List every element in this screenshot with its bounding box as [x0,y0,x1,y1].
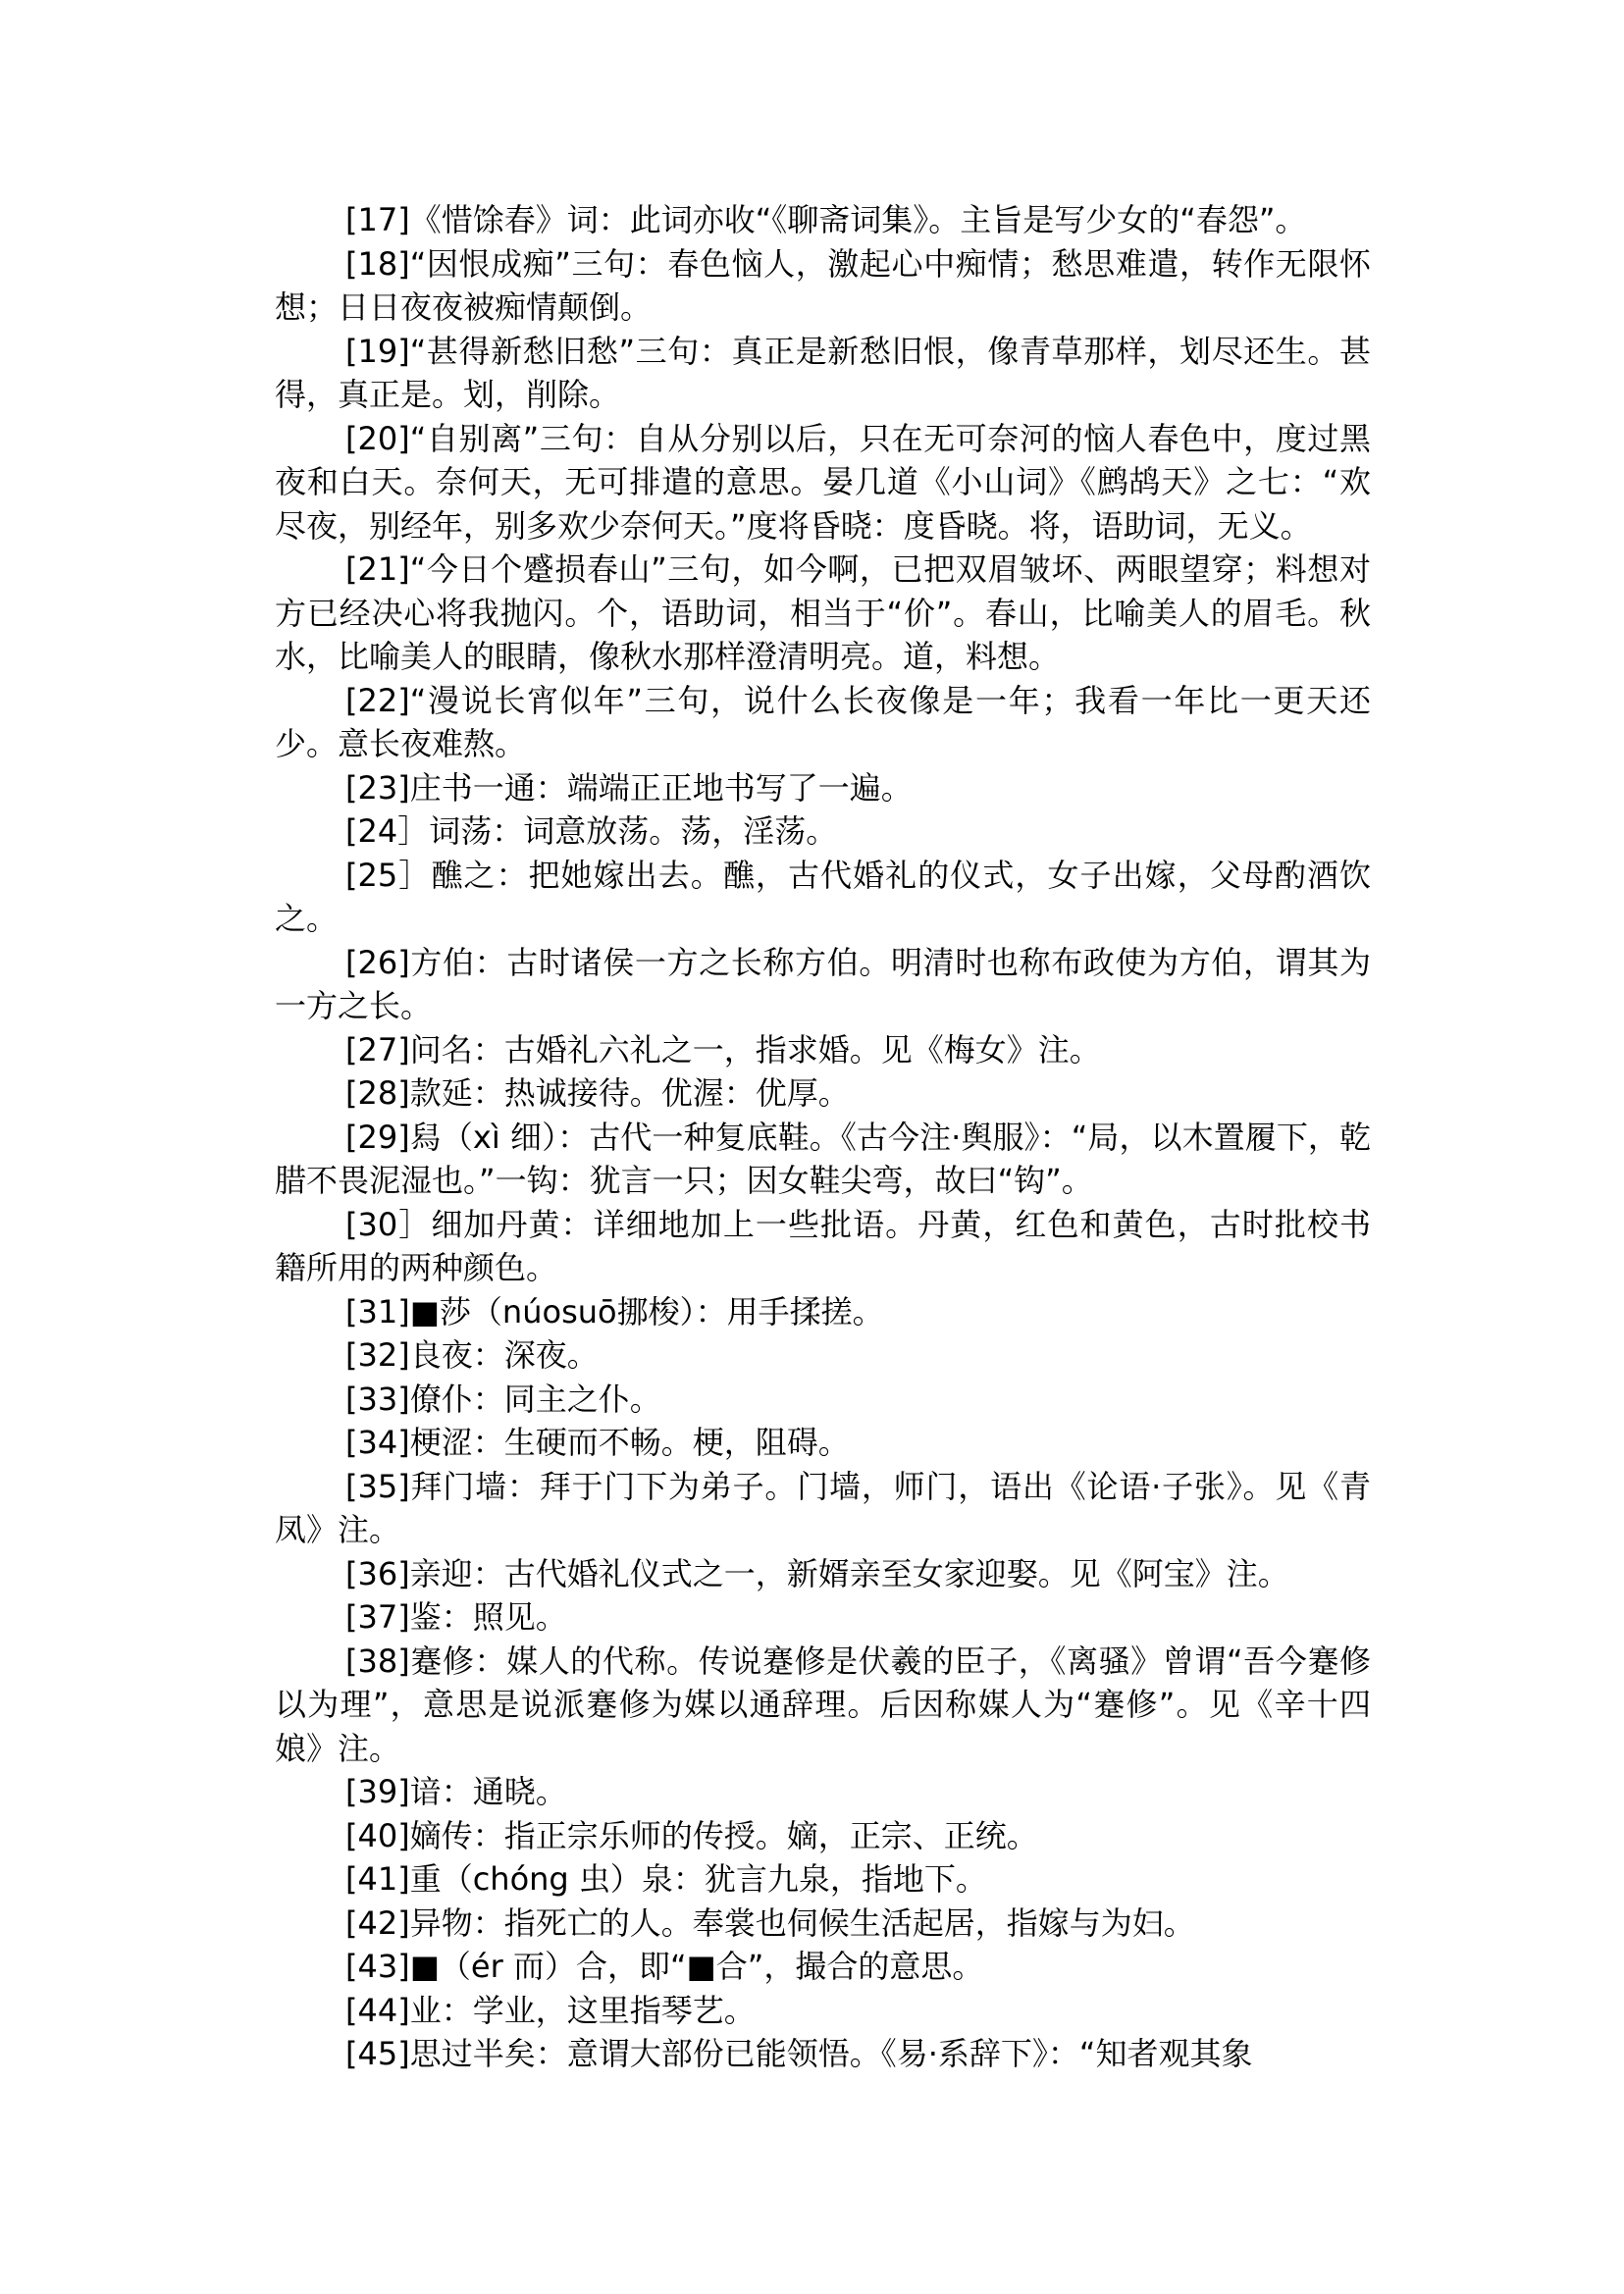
note-32: [32]良夜：深夜。 [345,1336,599,1374]
note-34: [34]梗涩：生硬而不畅。梗，阻碍。 [345,1424,850,1461]
note-24: [24］词荡：词意放荡。荡，淫荡。 [345,812,838,850]
annotation-page [275,198,1371,2076]
note-18: [18]“因恨成痴”三句：春色恼人，激起心中痴情；愁思难遣，转作无限怀想；日日夜夜被痴情颠倒。 [275,244,1371,326]
note-19: [19]“甚得新愁旧愁”三句：真正是新愁旧恨，像青草那样，划尽还生。甚得，真正是。划，削除。 [275,332,1371,413]
note-35: [35]拜门墙：拜于门下为弟子。门墙，师门，语出《论语·子张》。见《青凤》注。 [275,1467,1371,1548]
note-30: [30］细加丹黄：详细地加上一些批语。丹黄，红色和黄色，古时批校书籍所用的两种颜色。 [275,1205,1371,1286]
note-27: [27]问名：古婚礼六礼之一，指求婚。见《梅女》注。 [345,1030,1101,1069]
note-37: [37]鉴：照见。 [345,1598,567,1636]
note-22: [22]“漫说长宵似年”三句，说什么长夜像是一年；我看一年比一更天还少。意长夜难熬。 [275,681,1371,762]
note-43: [43]■（ér 而）合，即“■合”，撮合的意思。 [345,1948,984,1985]
note-17: [17]《惜馀春》词：此词亦收“《聊斋词集》。主旨是写少女的“春怨”。 [345,201,1307,238]
note-39: [39]谙：通晓。 [345,1773,567,1810]
note-20: [20]“自别离”三句：自从分别以后，只在无可奈河的恼人春色中，度过黑夜和白天。奈何天，无可排遣的意思。晏几道《小山词》《鹧鸪天》之七：“欢尽夜，别经年，别多欢少奈何天。”度将昏晓：度昏晓。将，语助词，无义。 [275,419,1371,545]
note-23: [23]庄书一通：端端正正地书写了一遍。 [345,768,913,807]
note-44: [44]业：学业，这里指琴艺。 [345,1991,756,2029]
note-25: [25］醮之：把她嫁出去。醮，古代婚礼的仪式，女子出嫁，父母酌酒饮之。 [275,856,1371,937]
note-42: [42]异物：指死亡的人。奉裳也伺候生活起居，指嫁与为妇。 [345,1903,1195,1942]
note-31: [31]■莎（núosuō挪梭）：用手揉搓。 [345,1292,884,1330]
note-28: [28]款延：热诚接待。优渥：优厚。 [345,1074,850,1112]
note-38: [38]蹇修：媒人的代称。传说蹇修是伏羲的臣子，《离骚》曾谓“吾今蹇修以为理”，意思是说派蹇修为媒以通辞理。后因称媒人为“蹇修”。见《辛十四娘》注。 [275,1642,1371,1767]
note-40: [40]嫡传：指正宗乐师的传授。嫡，正宗、正统。 [345,1816,1038,1854]
note-29: [29]舄（xì 细）：古代一种复底鞋。《古今注·舆服》：“局，以木置履下，乾腊不畏泥湿也。”一钩：犹言一只；因女鞋尖弯，故曰“钩”。 [275,1118,1371,1199]
note-45: [45]思过半矣：意谓大部份已能领悟。《易·系辞下》：“知者观其象 [345,2035,1253,2072]
note-41: [41]重（chóng 虫）泉：犹言九泉，指地下。 [345,1860,987,1898]
note-33: [33]僚仆：同主之仆。 [345,1380,661,1418]
note-36: [36]亲迎：古代婚礼仪式之一，新婿亲至女家迎娶。见《阿宝》注。 [345,1554,1289,1592]
note-21: [21]“今日个蹙损春山”三句，如今啊，已把双眉皱坏、两眼望穿；料想对方已经决心将我抛闪。个，语助词，相当于“价”。春山，比喻美人的眉毛。秋水，比喻美人的眼睛，像秋水那样澄清明亮。道，料想。 [275,550,1371,675]
note-26: [26]方伯：古时诸侯一方之长称方伯。明清时也称布政使为方伯，谓其为一方之长。 [275,943,1371,1024]
